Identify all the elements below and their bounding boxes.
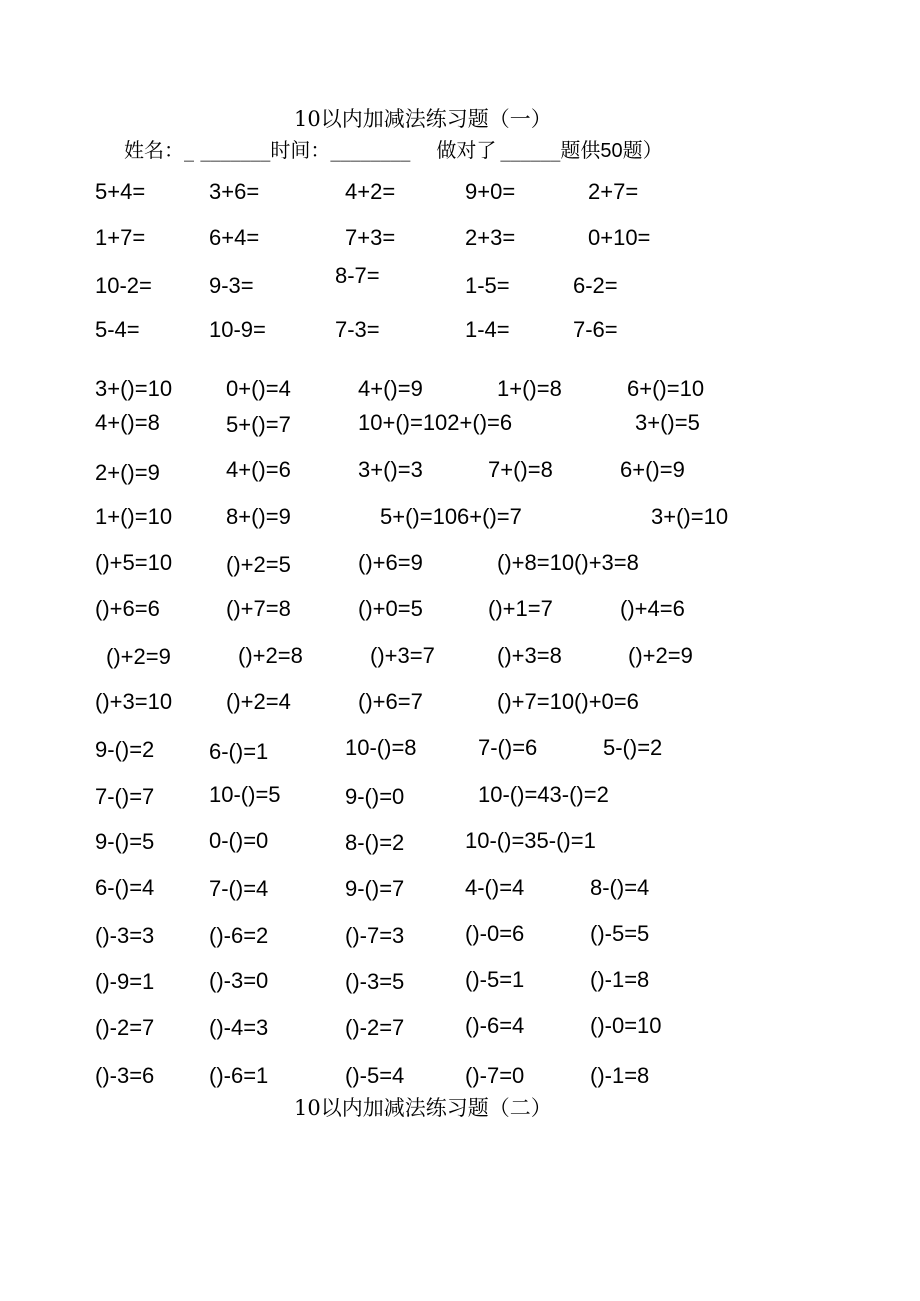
problem: ()+7=8: [226, 596, 291, 621]
problem: 10-()=43-()=2: [478, 782, 609, 807]
time-blank: ________: [330, 138, 411, 162]
time-label: 时间：: [270, 138, 331, 162]
problem: 7+()=8: [488, 457, 553, 482]
problem: 1+()=10: [95, 504, 173, 529]
problem: 9-()=5: [95, 829, 155, 854]
total-prefix: 题供: [560, 138, 601, 162]
problem: 3+()=10: [95, 376, 173, 401]
problem: ()+2=9: [628, 643, 693, 668]
problem: ()+0=5: [358, 596, 423, 621]
problem: 3+()=5: [635, 410, 700, 435]
problem: 10-()=8: [345, 735, 417, 760]
problem: 1+7=: [95, 225, 146, 250]
problem: ()+2=8: [238, 643, 303, 668]
problem: 4+2=: [345, 179, 396, 204]
problem: 3+()=10: [651, 504, 729, 529]
total-count: 50: [600, 140, 623, 162]
problem: ()-0=6: [465, 921, 525, 946]
problem: 1-4=: [465, 317, 510, 342]
problem: ()-6=1: [209, 1063, 269, 1088]
problem: 6+()=10: [627, 376, 705, 401]
problem: 5-4=: [95, 317, 140, 342]
problem: ()-9=1: [95, 969, 155, 994]
problem: 8+()=9: [226, 504, 291, 529]
problem: ()-6=2: [209, 923, 269, 948]
problem: 4+()=8: [95, 410, 160, 435]
problem: 7-3=: [335, 317, 380, 342]
problem: 2+()=9: [95, 460, 160, 485]
problem: ()+4=6: [620, 596, 685, 621]
problem: ()+1=7: [488, 596, 553, 621]
problem: 0+10=: [588, 225, 651, 250]
problem: ()-2=7: [95, 1015, 155, 1040]
problem: ()-5=5: [590, 921, 650, 946]
problem: ()-7=3: [345, 923, 405, 948]
problem: ()+7=10()+0=6: [497, 689, 639, 714]
problem: 0-()=0: [209, 828, 269, 853]
problem: 5+4=: [95, 179, 146, 204]
problem: ()+8=10()+3=8: [497, 550, 639, 575]
problem: 5-()=2: [603, 735, 663, 760]
problem: ()-3=0: [209, 968, 269, 993]
problem: 4+()=6: [226, 457, 291, 482]
problem: 10-2=: [95, 273, 152, 298]
problem: ()+3=7: [370, 643, 435, 668]
problem: 6-2=: [573, 273, 618, 298]
score-label: 做对了: [436, 138, 497, 162]
problem: 5+()=106+()=7: [380, 504, 522, 529]
problem: ()-3=3: [95, 923, 155, 948]
problem: ()+6=6: [95, 596, 160, 621]
problem: ()+6=7: [358, 689, 423, 714]
student-info-line: [124, 134, 663, 163]
problem: ()-6=4: [465, 1013, 525, 1038]
problem: 9-()=2: [95, 737, 155, 762]
problem: 7+3=: [345, 225, 396, 250]
problem: 8-7=: [335, 263, 380, 288]
problem: ()-3=5: [345, 969, 405, 994]
problem: ()-7=0: [465, 1063, 525, 1088]
problem: 4-()=4: [465, 875, 525, 900]
problem: ()-4=3: [209, 1015, 269, 1040]
problem: ()+3=10: [95, 689, 173, 714]
problem: 6+4=: [209, 225, 260, 250]
problem: 8-()=4: [590, 875, 650, 900]
problem: 3+6=: [209, 179, 260, 204]
problem: 6-()=1: [209, 739, 269, 764]
problem: 10-()=5: [209, 782, 281, 807]
problem: 2+7=: [588, 179, 639, 204]
problem: ()+6=9: [358, 550, 423, 575]
name-label: 姓名：: [124, 138, 184, 162]
name-blank: _ _______: [184, 138, 271, 162]
problem: 9-()=7: [345, 876, 405, 901]
problem: 7-6=: [573, 317, 618, 342]
problem: 6-()=4: [95, 875, 155, 900]
problem: 1-5=: [465, 273, 510, 298]
problem: ()-1=8: [590, 967, 650, 992]
problem: 10+()=102+()=6: [358, 410, 513, 435]
problem: 9+0=: [465, 179, 516, 204]
worksheet-title-1: 10以内加减法练习题（一）: [294, 107, 552, 131]
problem: 10-9=: [209, 317, 266, 342]
problem: ()+3=8: [497, 643, 562, 668]
problem: 2+3=: [465, 225, 516, 250]
problem: 9-3=: [209, 273, 254, 298]
problem: ()-0=10: [590, 1013, 662, 1038]
worksheet-title-2: 10以内加减法练习题（二）: [294, 1096, 552, 1120]
problem: ()-3=6: [95, 1063, 155, 1088]
problem: ()+2=5: [226, 552, 291, 577]
problem: ()-2=7: [345, 1015, 405, 1040]
problem: 7-()=7: [95, 784, 155, 809]
problem: ()+5=10: [95, 550, 173, 575]
problem: ()+2=9: [106, 644, 171, 669]
total-suffix: 题）: [622, 138, 663, 162]
problem: 7-()=6: [478, 735, 538, 760]
problem: 3+()=3: [358, 457, 423, 482]
problem: 0+()=4: [226, 376, 291, 401]
problem: 9-()=0: [345, 784, 405, 809]
score-blank: ______: [500, 138, 561, 162]
problem: 5+()=7: [226, 412, 291, 437]
problem: 1+()=8: [497, 376, 562, 401]
problem: ()-1=8: [590, 1063, 650, 1088]
problem: 4+()=9: [358, 376, 423, 401]
problem: 10-()=35-()=1: [465, 828, 596, 853]
problem: 7-()=4: [209, 876, 269, 901]
problem: 8-()=2: [345, 830, 405, 855]
problem: ()-5=4: [345, 1063, 405, 1088]
problem: 6+()=9: [620, 457, 685, 482]
problem: ()-5=1: [465, 967, 525, 992]
problem: ()+2=4: [226, 689, 291, 714]
